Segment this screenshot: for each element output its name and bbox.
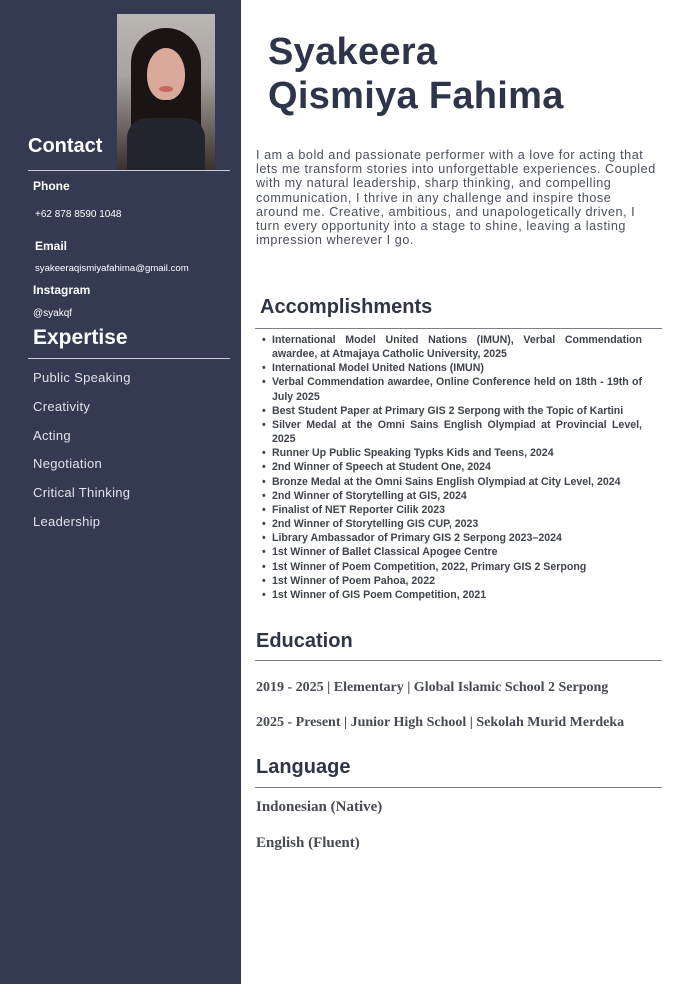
language-divider	[255, 787, 662, 788]
name-last: Qismiya Fahima	[268, 75, 564, 117]
list-item: • 1st Winner of GIS Poem Competition, 2021	[262, 588, 487, 601]
accomplishments-list	[262, 333, 642, 602]
expertise-heading: Expertise	[33, 326, 128, 349]
language-entry: Indonesian (Native)	[256, 799, 383, 815]
list-item: • 2nd Winner of Speech at Student One, 2024	[262, 461, 491, 474]
page-title	[268, 30, 564, 118]
language-heading: Language	[256, 756, 351, 778]
contact-heading: Contact	[28, 135, 103, 157]
expertise-divider	[28, 358, 230, 359]
phone-value: +62 878 8590 1048	[35, 209, 122, 220]
list-item: • 1st Winner of Ballet Classical Apogee Centre	[262, 546, 498, 559]
email-label: Email	[35, 239, 68, 253]
skill-item: Public Speaking	[33, 370, 131, 385]
list-item: • Bronze Medal at the Omni Sains English Olympiad at City Level, 2024	[262, 475, 621, 488]
list-item: • 2nd Winner of Storytelling at GIS, 2024	[262, 489, 467, 502]
profile-summary: I am a bold and passionate performer with a love for acting that lets me transform stories into unforgettable experiences. Coupled with my natural leadership, sharp thinking, and compelling communication, I thrive in any challenge and inspire those around me. Creative, ambitious, and unapologetically driven, I turn every opportunity into a stage to shine, leaving a lasting impression wherever I go.	[256, 148, 656, 248]
language-entry: English (Fluent)	[256, 835, 360, 851]
profile-photo	[117, 14, 215, 170]
list-item: • Verbal Commendation awardee, Online Conference held on 18th - 19th of July 2025	[262, 376, 642, 403]
accomplishments-heading: Accomplishments	[260, 296, 433, 318]
skill-item: Negotiation	[33, 456, 103, 471]
list-item: • 1st Winner of Poem Competition, 2022, Primary GIS 2 Serpong	[262, 560, 587, 573]
name-first: Syakeera	[268, 31, 438, 73]
list-item: • Library Ambassador of Primary GIS 2 Serpong 2023–2024	[262, 532, 562, 545]
phone-label: Phone	[33, 179, 70, 193]
skill-item: Acting	[33, 428, 71, 443]
list-item: • Silver Medal at the Omni Sains English Olympiad at Provincial Level, 2025	[262, 418, 642, 446]
list-item: • International Model United Nations (IMUN), Verbal Commendation awardee, at Atmajaya Catholic University, 2025	[262, 334, 642, 361]
accomplishments-divider	[255, 328, 662, 329]
list-item: • 1st Winner of Poem Pahoa, 2022	[262, 574, 435, 587]
list-item: • International Model United Nations (IMUN)	[262, 362, 484, 375]
skill-item: Leadership	[33, 514, 101, 529]
education-entry: 2019 - 2025 | Elementary | Global Islamic School 2 Serpong	[256, 680, 609, 695]
list-item: • Best Student Paper at Primary GIS 2 Serpong with the Topic of Kartini	[262, 404, 624, 417]
contact-divider	[28, 170, 230, 171]
education-heading: Education	[256, 630, 353, 652]
list-item: • Finalist of NET Reporter Cilik 2023	[262, 503, 446, 516]
list-item: • Runner Up Public Speaking Typks Kids and Teens, 2024	[262, 447, 554, 460]
education-entry: 2025 - Present | Junior High School | Sekolah Murid Merdeka	[256, 715, 625, 730]
skill-item: Critical Thinking	[33, 485, 131, 500]
list-item: • 2nd Winner of Storytelling GIS CUP, 2023	[262, 518, 479, 531]
education-divider	[255, 660, 662, 661]
instagram-label: Instagram	[33, 283, 91, 297]
skill-item: Creativity	[33, 399, 91, 414]
instagram-value: @syakqf	[33, 308, 73, 319]
email-value: syakeeraqismiyafahima@gmail.com	[35, 263, 189, 274]
